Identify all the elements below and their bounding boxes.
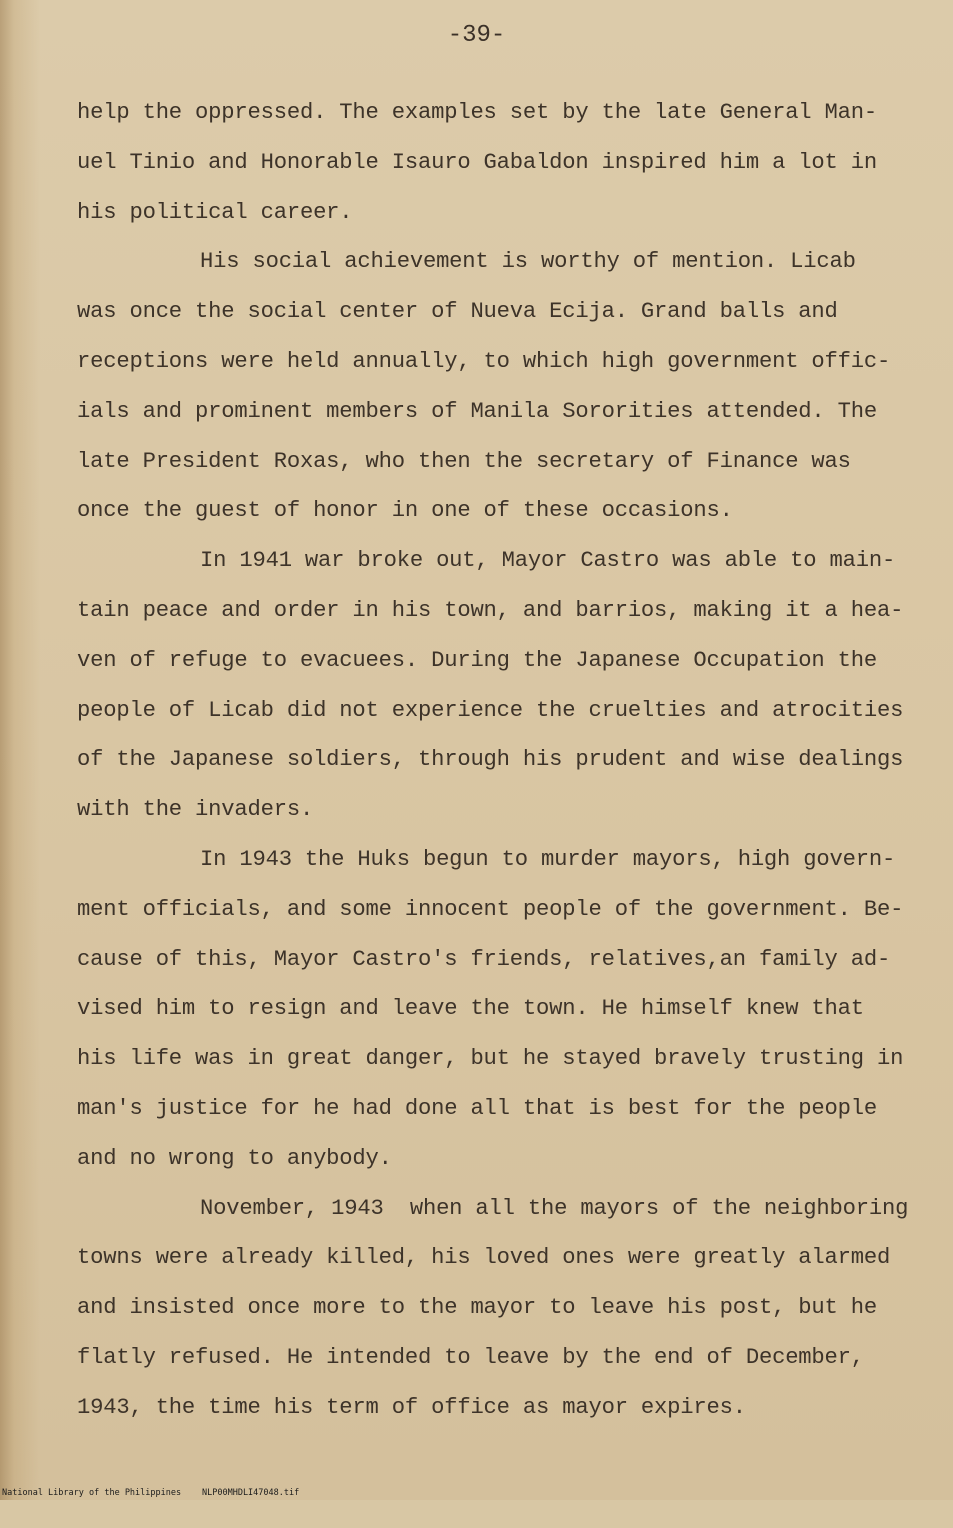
text-line: once the guest of honor in one of these occasions. xyxy=(77,498,733,524)
text-line: late President Roxas, who then the secretary of Finance was xyxy=(77,448,851,474)
text-line: help the oppressed. The examples set by the late General Man- xyxy=(77,100,877,125)
text-line: his political career. xyxy=(77,199,353,225)
text-line: with the invaders. xyxy=(77,797,314,823)
text-line: His social achievement is worthy of mention. Licab xyxy=(200,249,856,275)
body-text xyxy=(77,88,909,1433)
text-line: man's justice for he had done all that is best for the people xyxy=(77,1095,877,1121)
text-line: cause of this, Mayor Castro's friends, relatives,an family ad- xyxy=(77,946,891,972)
text-line: people of Licab did not experience the cruelties and atrocities xyxy=(77,697,904,723)
page-number: -39- xyxy=(447,22,506,49)
text-line: vised him to resign and leave the town. He himself knew that xyxy=(77,996,864,1022)
text-line: 1943, the time his term of office as mayor expires. xyxy=(77,1394,746,1420)
text-line: receptions were held annually, to which high government offic- xyxy=(77,348,891,374)
footer-filename: NLP00MHDLI47048.tif xyxy=(202,1488,300,1498)
text-line: and insisted once more to the mayor to leave his post, but he xyxy=(77,1295,877,1321)
paragraph xyxy=(77,536,904,835)
text-line: of the Japanese soldiers, through his prudent and wise dealings xyxy=(77,747,904,773)
text-line: his life was in great danger, but he stayed bravely trusting in xyxy=(77,1046,904,1072)
footer-library-label: National Library of the Philippines xyxy=(2,1488,182,1498)
text-line: ment officials, and some innocent people of the government. Be- xyxy=(77,896,904,922)
scan-footer xyxy=(0,1488,600,1498)
text-line: November, 1943 when all the mayors of the neighboring xyxy=(200,1195,909,1221)
text-line: tain peace and order in his town, and barrios, making it a hea- xyxy=(77,597,904,623)
paragraph xyxy=(77,835,904,1184)
text-line: In 1941 war broke out, Mayor Castro was able to main- xyxy=(200,548,896,574)
text-line: was once the social center of Nueva Ecija. Grand balls and xyxy=(77,299,838,325)
text-line: towns were already killed, his loved ones were greatly alarmed xyxy=(77,1245,891,1271)
text-line: uel Tinio and Honorable Isauro Gabaldon inspired him a lot in xyxy=(77,149,877,175)
text-line: ven of refuge to evacuees. During the Japanese Occupation the xyxy=(77,647,877,673)
paragraph xyxy=(77,1184,909,1433)
paragraph xyxy=(77,88,877,237)
text-line: and no wrong to anybody. xyxy=(77,1145,392,1171)
paragraph xyxy=(77,237,891,536)
text-line: ials and prominent members of Manila Sororities attended. The xyxy=(77,398,877,424)
text-line: In 1943 the Huks begun to murder mayors, high govern- xyxy=(200,846,896,872)
text-line: flatly refused. He intended to leave by the end of December, xyxy=(77,1344,864,1370)
